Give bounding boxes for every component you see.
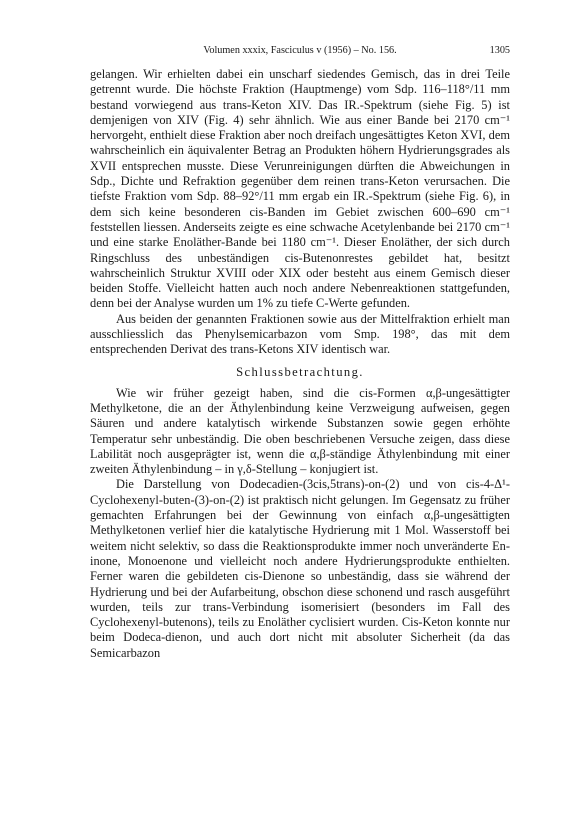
- paragraph-phenylsemicarbazon: Aus beiden der genannten Fraktionen sowie aus der Mittelfraktion erhielt man ausschliesslich das Phenylsemicarbazon vom Smp. 198°, das mit dem entsprechenden Derivat des trans-Ketons XIV identisch war.: [90, 311, 510, 357]
- body-text: [90, 67, 510, 661]
- paragraph-darstellung: Die Darstellung von Dodecadien-(3cis,5trans)-on-(2) und von cis-4-Δ¹-Cyclohexenyl-buten-(3)-on-(2) ist praktisch nicht gelungen. Im Gegensatz zu früher gemachten Erfahrungen bei der Gewinnung von einfach α,β-ungesättigten Methylketonen verlief hier die katalytische Hydrierung mit 1 Mol. Wasserstoff bei weitem nicht selektiv, so dass die Reaktionsprodukte immer noch unveränderte En-inone, Monoenone und vielleicht noch andere Hydrierungsprodukte enthielten. Ferner waren die gebildeten cis-Dienone so unbeständig, dass sie während der Hydrierung und bei der Aufarbeitung, obschon diese schonend und rasch ausgeführt wurden, teils zur trans-Verbindung isomerisiert (besonders im Fall des Cyclohexenyl-butenons), teils zu Enoläther cyclisiert wurden. Cis-Keton konnte nur beim Dodeca-dienon, und auch dort nicht mit absoluter Sicherheit (da das Semicarbazon: [90, 477, 510, 660]
- running-header: [90, 44, 510, 58]
- page-number: 1305: [489, 45, 510, 56]
- paragraph-cis-formen: Wie wir früher gezeigt haben, sind die cis-Formen α,β-ungesättigter Methylketone, die an der Äthylenbindung keine Verzweigung aufweisen, gegen Säuren und andere katalytisch wirkende Substanzen sowie gegen erhöhte Temperatur sehr unbeständig. Die oben beschriebenen Versuche zeigen, dass diese Labilität noch ausgeprägter ist, wenn die α,β-ständige Äthylenbindung mit einer zweiten Äthylenbindung – in γ,δ-Stellung – konjugiert ist.: [90, 385, 510, 477]
- journal-reference: Volumen xxxix, Fasciculus v (1956) – No. 156.: [203, 45, 397, 56]
- paragraph-continued: gelangen. Wir erhielten dabei ein unscharf siedendes Gemisch, das in drei Teile getrennt wurde. Die höchste Fraktion (Hauptmenge) vom Sdp. 116–118°/11 mm bestand vorwiegend aus trans-Keton XIV. Das IR.-Spektrum (siehe Fig. 5) ist demjenigen von XIV (Fig. 4) sehr ähnlich. Wie aus einer Bande bei 2170 cm⁻¹ hervorgeht, enthielt diese Fraktion aber noch dreifach ungesättigtes Keton XVI, dem wahrscheinlich ein äquivalenter Betrag an Produkten höhern Hydrierungsgrades als XVII entsprechen musste. Diese Verunreinigungen dürften die Abweichungen in Sdp., Dichte und Refraktion gegenüber dem reinen trans-Keton verursachen. Die tiefste Fraktion vom Sdp. 88–92°/11 mm ergab ein IR.-Spektrum (siehe Fig. 6), in dem sich keine besonderen cis-Banden im Gebiet zwischen 600–690 cm⁻¹ feststellen liessen. Anderseits zeigte es eine schwache Acetylenbande bei 2170 cm⁻¹ und eine starke Enoläther-Bande bei 1180 cm⁻¹. Dieser Enoläther, der sich durch Ringschluss des unbeständigen cis-Butenonrestes gebildet hat, besitzt wahrscheinlich Struktur XVIII oder XIX oder besteht aus einem Gemisch dieser beiden Stoffe. Vielleicht hatten auch noch andere Nebenreaktionen stattgefunden, denn bei der Analyse wurden um 1% zu tiefe C-Werte gefunden.: [90, 67, 510, 311]
- section-heading: Schlussbetrachtung.: [236, 364, 364, 379]
